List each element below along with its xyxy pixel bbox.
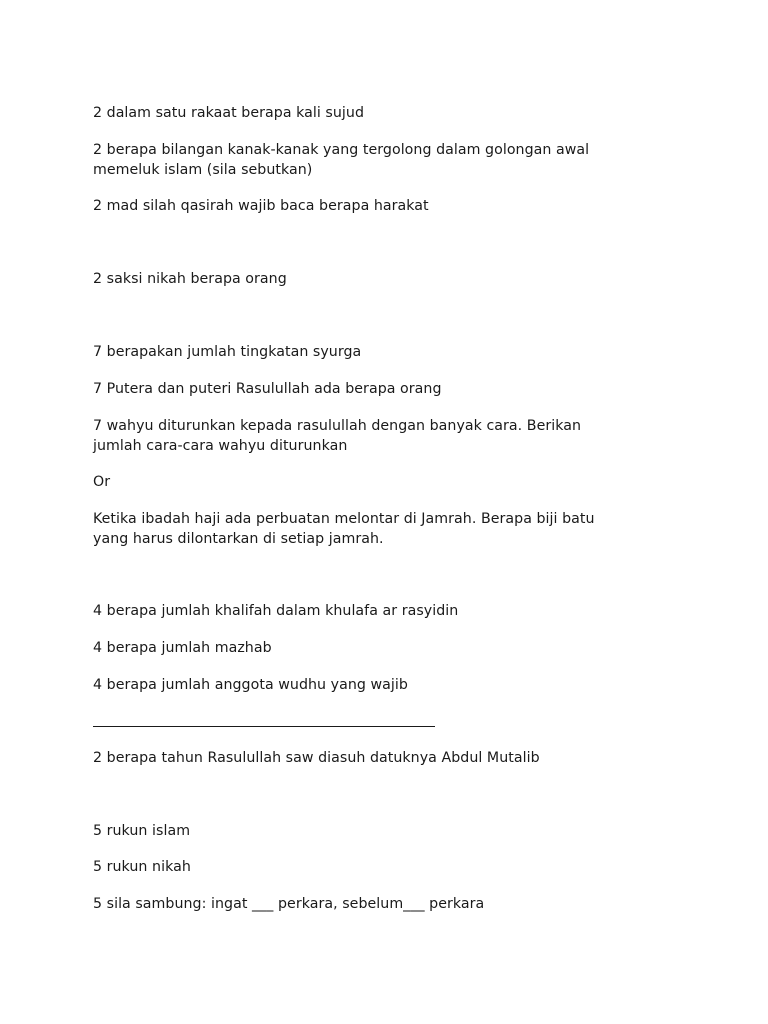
question-line: 7 wahyu diturunkan kepada rasulullah dengan banyak cara. Berikan <box>93 418 582 434</box>
question-line-continuation: memeluk islam (sila sebutkan) <box>93 162 313 178</box>
question-line: 2 berapa bilangan kanak-kanak yang tergolong dalam golongan awal <box>93 142 590 158</box>
question-line-continuation: jumlah cara-cara wahyu diturunkan <box>93 438 348 454</box>
question-line: 2 berapa tahun Rasulullah saw diasuh datuknya Abdul Mutalib <box>93 750 540 766</box>
or-separator: Or <box>93 474 111 490</box>
question-line: 5 rukun islam <box>93 823 191 839</box>
horizontal-rule <box>93 726 435 727</box>
question-line-continuation: yang harus dilontarkan di setiap jamrah. <box>93 531 384 547</box>
question-line: 7 berapakan jumlah tingkatan syurga <box>93 344 362 360</box>
question-line: 4 berapa jumlah anggota wudhu yang wajib <box>93 677 408 693</box>
question-line: 7 Putera dan puteri Rasulullah ada berapa orang <box>93 381 442 397</box>
question-line: 5 sila sambung: ingat ___ perkara, sebelum___ perkara <box>93 896 485 912</box>
question-line: 4 berapa jumlah mazhab <box>93 640 272 656</box>
question-line: 4 berapa jumlah khalifah dalam khulafa ar rasyidin <box>93 603 459 619</box>
question-line: Ketika ibadah haji ada perbuatan melontar di Jamrah. Berapa biji batu <box>93 511 595 527</box>
question-line: 2 mad silah qasirah wajib baca berapa harakat <box>93 198 429 214</box>
question-line: 5 rukun nikah <box>93 859 191 875</box>
question-line: 2 saksi nikah berapa orang <box>93 271 287 287</box>
question-line: 2 dalam satu rakaat berapa kali sujud <box>93 105 365 121</box>
